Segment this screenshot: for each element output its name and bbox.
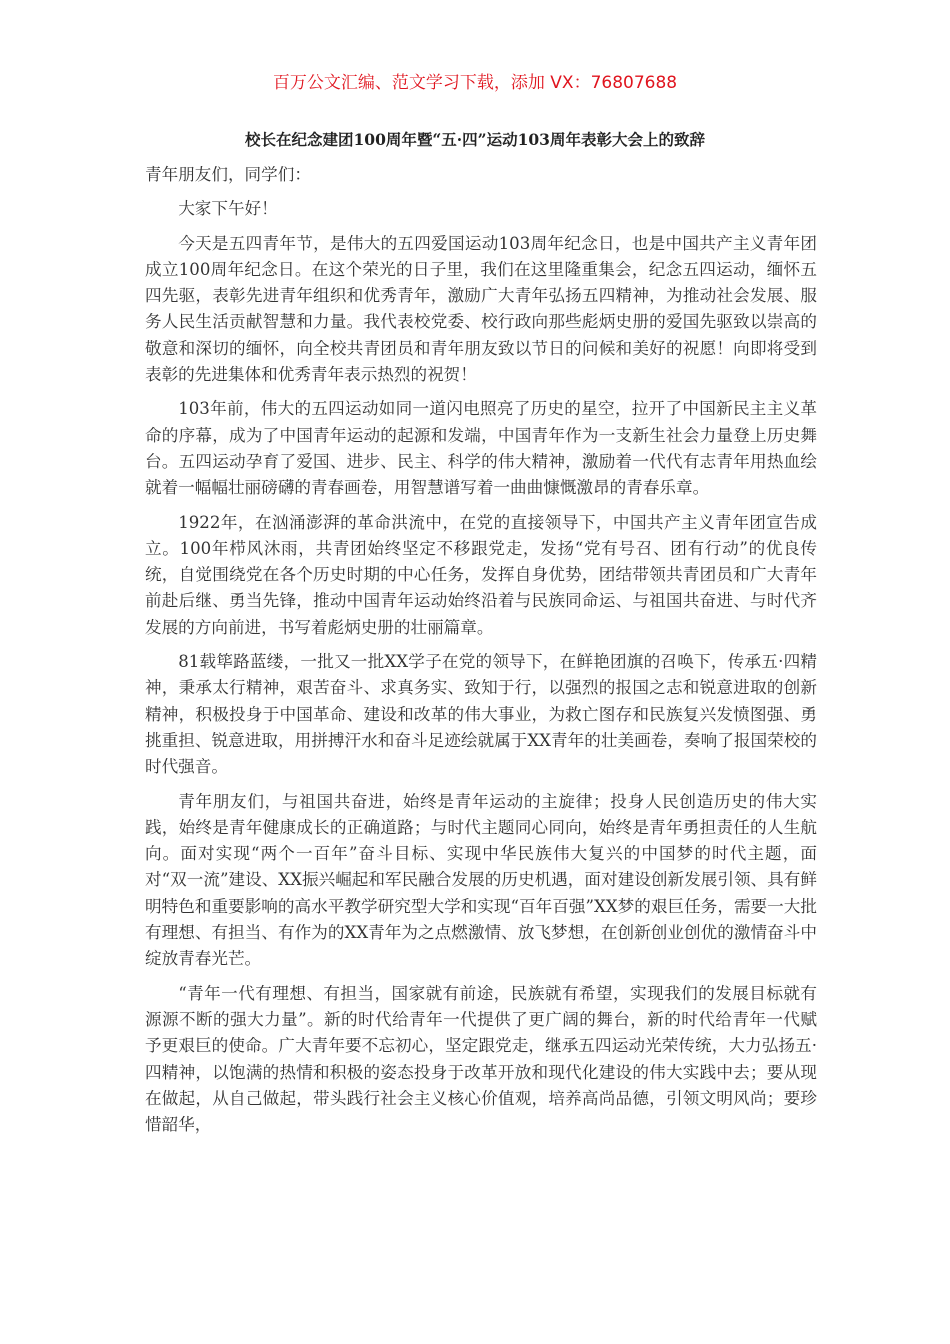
document-title: 校长在纪念建团100周年暨“五·四”运动103周年表彰大会上的致辞: [245, 130, 705, 149]
paragraph: 今天是五四青年节，是伟大的五四爱国运动103周年纪念日，也是中国共产主义青年团成立100周年纪念日。在这个荣光的日子里，我们在这里隆重集会，纪念五四运动，缅怀五四先驱，表彰先进青年组织和优秀青年，激励广大青年弘扬五四精神，为推动社会发展、服务人民生活贡献智慧和力量。我代表校党委、校行政向那些彪炳史册的爱国先驱致以崇高的敬意和深切的缅怀，向全校共青团员和青年朋友致以节日的问候和美好的祝愿！向即将受到表彰的先进集体和优秀青年表示热烈的祝贺！: [145, 233, 817, 385]
paragraph: 1922年，在汹涌澎湃的革命洪流中，在党的直接领导下，中国共产主义青年团宣告成立。100年栉风沐雨，共青团始终坚定不移跟党走，发扬“党有号召、团有行动”的优良传统，自觉围绕党在各个历史时期的中心任务，发挥自身优势，团结带领共青团员和广大青年前赴后继、勇当先锋，推动中国青年运动始终沿着与民族同命运、与祖国共奋进、与时代齐发展的方向前进，书写着彪炳史册的壮丽篇章。: [145, 512, 817, 637]
paragraph: 青年朋友们，与祖国共奋进，始终是青年运动的主旋律；投身人民创造历史的伟大实践，始终是青年健康成长的正确道路；与时代主题同心同向，始终是青年勇担责任的人生航向。面对实现“两个一百年”奋斗目标、实现中华民族伟大复兴的中国梦的时代主题，面对“双一流”建设、XX振兴崛起和军民融合发展的历史机遇，面对建设创新发展引领、具有鲜明特色和重要影响的高水平教学研究型大学和实现“百年百强”XX梦的艰巨任务，需要一大批有理想、有担当、有作为的XX青年为之点燃激情、放飞梦想，在创新创业创优的激情奋斗中绽放青春光芒。: [145, 791, 817, 969]
paragraph: 103年前，伟大的五四运动如同一道闪电照亮了历史的星空，拉开了中国新民主主义革命的序幕，成为了中国青年运动的起源和发端，中国青年作为一支新生社会力量登上历史舞台。五四运动孕育了爱国、进步、民主、科学的伟大精神，激励着一代代有志青年用热血绘就着一幅幅壮丽磅礴的青春画卷，用智慧谱写着一曲曲慷慨激昂的青春乐章。: [145, 399, 817, 498]
document-body: [145, 162, 817, 1146]
promo-banner: 百万公文汇编、范文学习下载，添加 VX：76807688: [272, 73, 678, 93]
paragraph: 81载筚路蓝缕，一批又一批XX学子在党的领导下，在鲜艳团旗的召唤下，传承五·四精神，秉承太行精神，艰苦奋斗、求真务实、致知于行，以强烈的报国之志和锐意进取的创新精神，积极投身于中国革命、建设和改革的伟大事业，为救亡图存和民族复兴发愤图强、勇挑重担、锐意进取，用拼搏汗水和奋斗足迹绘就属于XX青年的壮美画卷，奏响了报国荣校的时代强音。: [145, 652, 817, 777]
paragraph: “青年一代有理想、有担当，国家就有前途，民族就有希望，实现我们的发展目标就有源源不断的强大力量”。新的时代给青年一代提供了更广阔的舞台，新的时代给青年一代赋予更艰巨的使命。广大青年要不忘初心，坚定跟党走，继承五四运动光荣传统，大力弘扬五·四精神，以饱满的热情和积极的姿态投身于改革开放和现代化建设的伟大实践中去；要从现在做起，从自己做起，带头践行社会主义核心价值观，培养高尚品德，引领文明风尚；要珍惜韶华，: [145, 983, 817, 1135]
salutation: 青年朋友们，同学们：: [145, 165, 311, 184]
greeting: 大家下午好！: [178, 199, 278, 219]
